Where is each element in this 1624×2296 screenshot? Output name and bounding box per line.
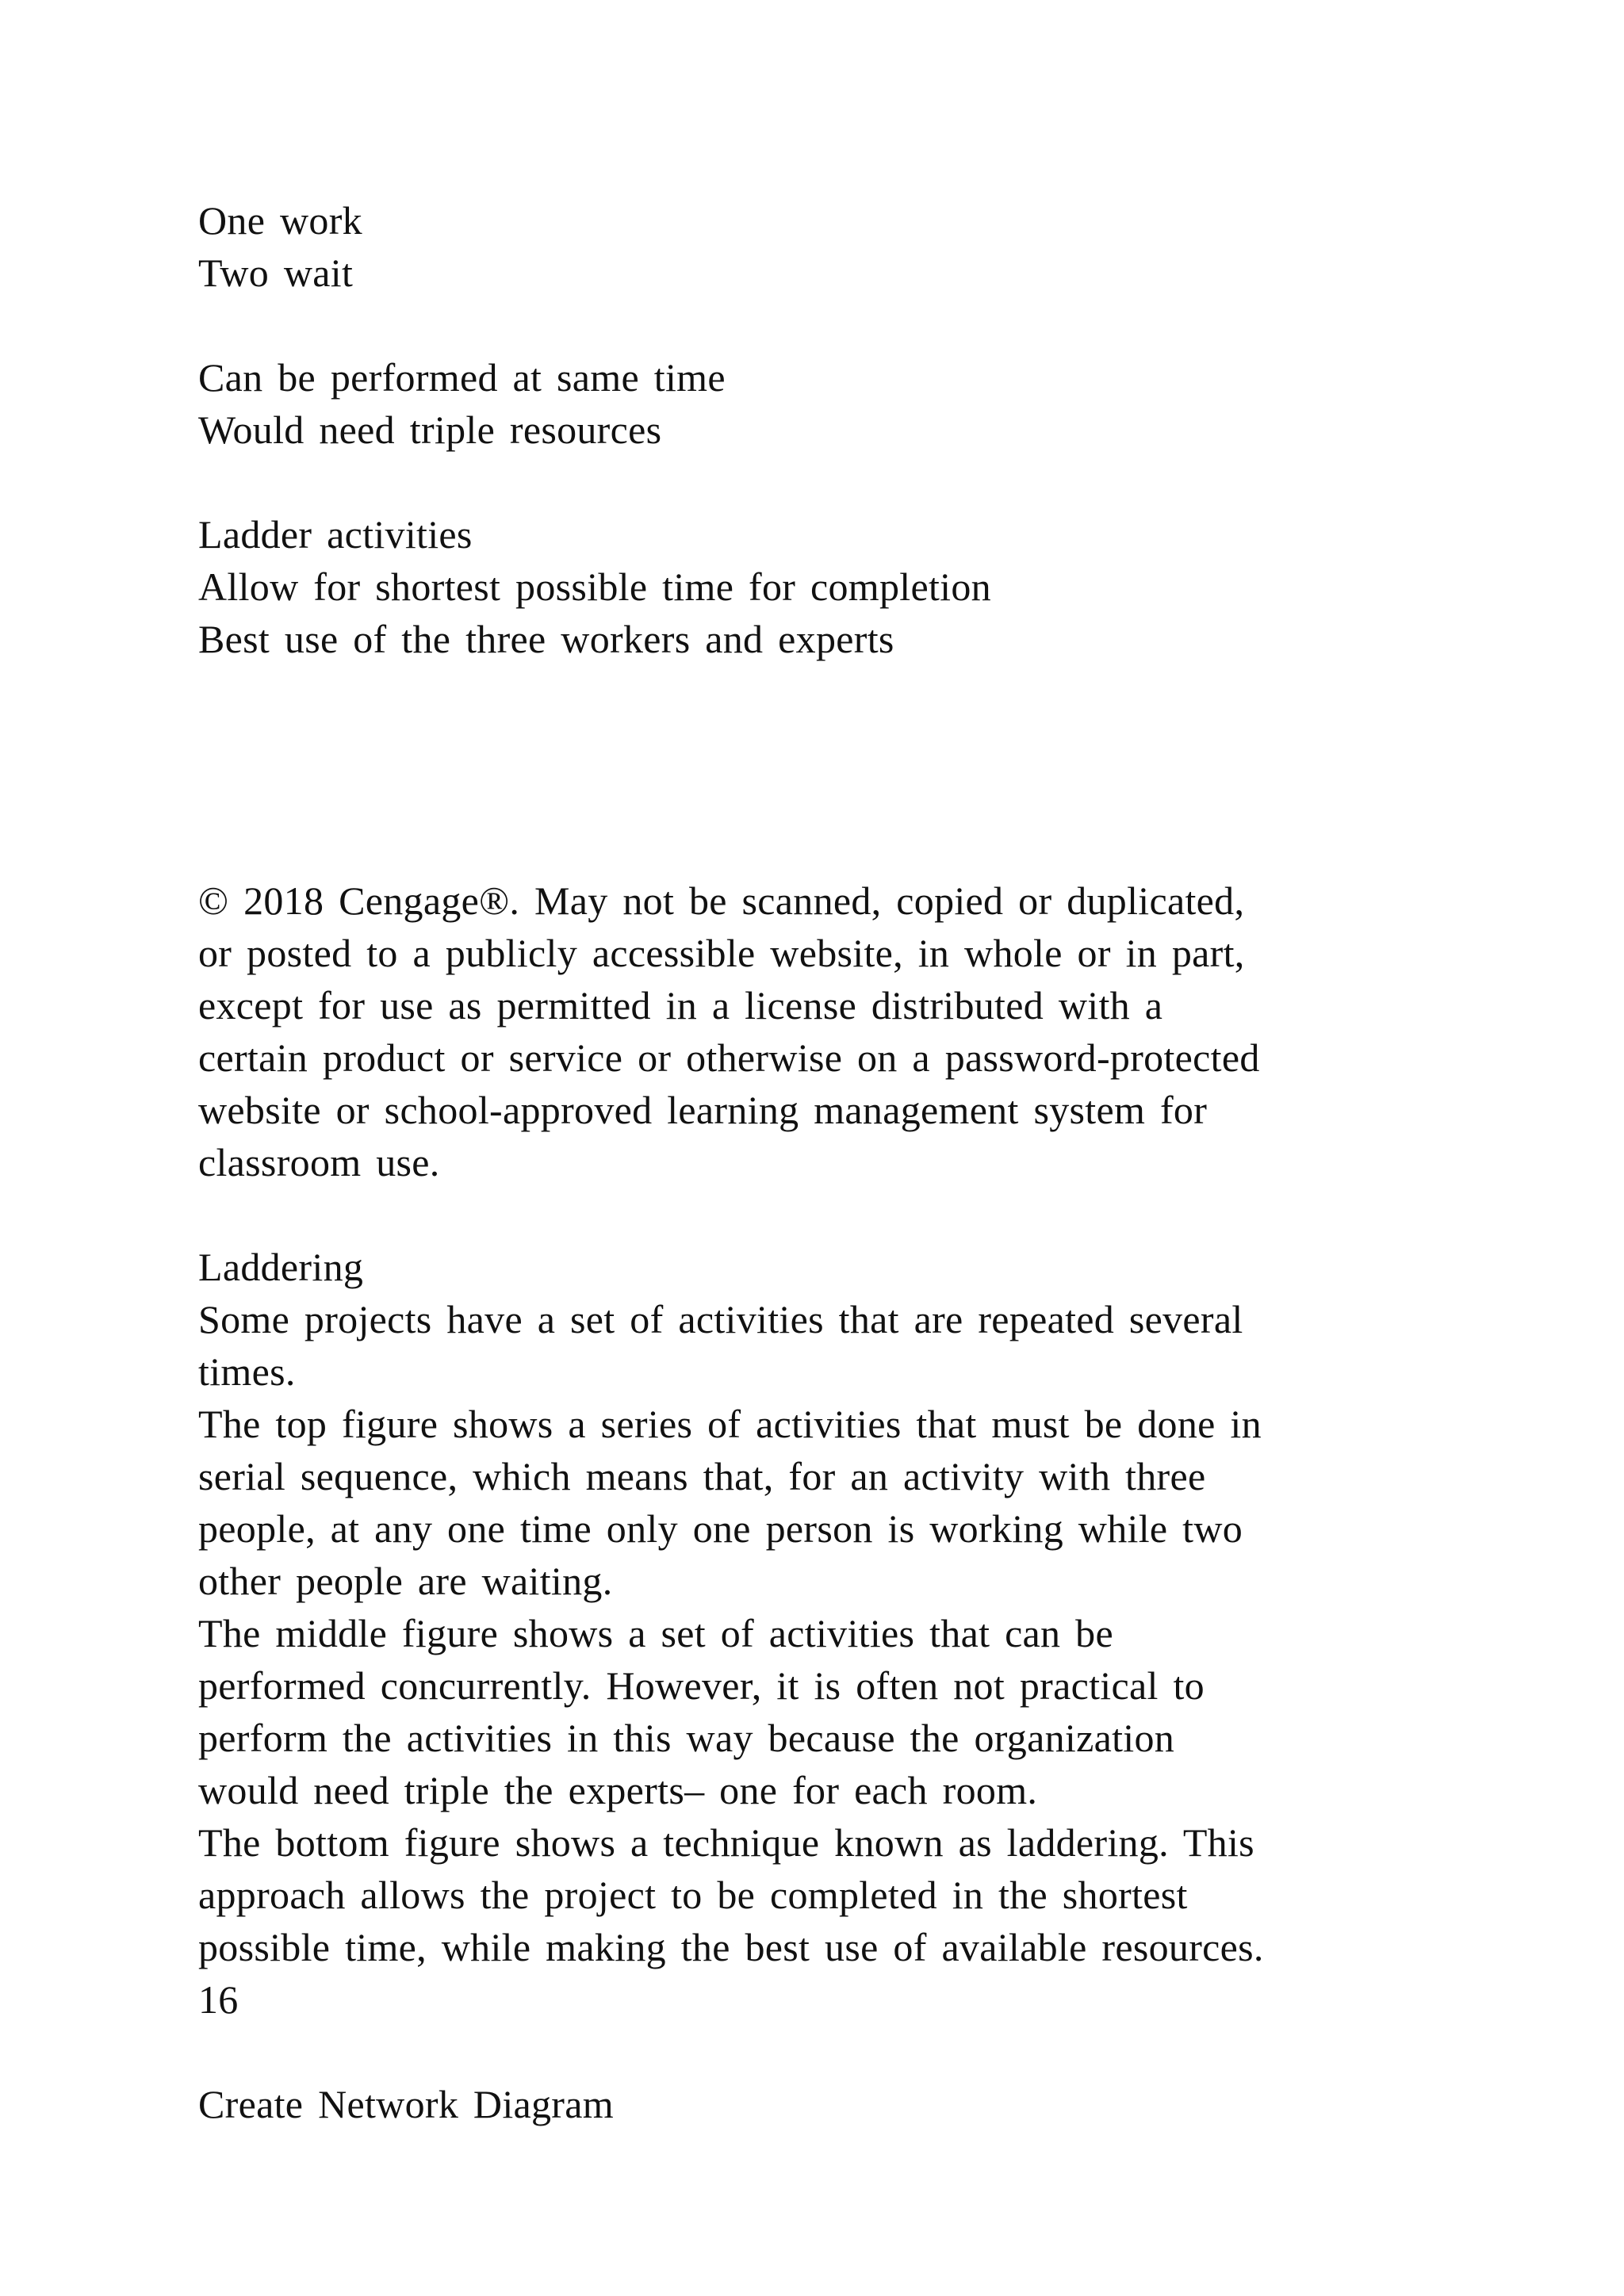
slide-heading: Ladder activities — [198, 512, 473, 557]
text-line: Best use of the three workers and experts — [198, 617, 894, 661]
copyright-line: © 2018 Cengage®. May not be scanned, copied or duplicated, — [198, 878, 1245, 923]
text-line: One work — [198, 198, 362, 243]
notes-line: The bottom figure shows a technique known as laddering. This — [198, 1820, 1254, 1865]
notes-line: perform the activities in this way because the organization — [198, 1716, 1175, 1760]
notes-line: people, at any one time only one person is working while two — [198, 1506, 1243, 1551]
text-line: Allow for shortest possible time for completion — [198, 564, 991, 609]
notes-line: other people are waiting. — [198, 1559, 613, 1603]
notes-line: The top figure shows a series of activities that must be done in — [198, 1402, 1262, 1446]
slide-heading: Create Network Diagram — [198, 2082, 614, 2126]
copyright-line: certain product or service or otherwise on a password-protected — [198, 1035, 1260, 1080]
copyright-line: or posted to a publicly accessible website, in whole or in part, — [198, 931, 1245, 975]
notes-line: possible time, while making the best use of available resources. — [198, 1925, 1264, 1969]
notes-line: would need triple the experts– one for each room. — [198, 1768, 1038, 1812]
copyright-line: website or school-approved learning management system for — [198, 1088, 1208, 1132]
notes-line: performed concurrently. However, it is often not practical to — [198, 1663, 1205, 1708]
notes-line: serial sequence, which means that, for an activity with three — [198, 1454, 1206, 1498]
slide-number: 16 — [198, 1977, 239, 2022]
document-page — [198, 194, 1467, 2130]
notes-line: approach allows the project to be completed in the shortest — [198, 1873, 1188, 1917]
slide-heading: Laddering — [198, 1245, 364, 1289]
notes-line: The middle figure shows a set of activities that can be — [198, 1611, 1113, 1655]
text-line: Can be performed at same time — [198, 355, 726, 400]
copyright-line: classroom use. — [198, 1140, 440, 1184]
notes-line: Some projects have a set of activities that are repeated several — [198, 1297, 1243, 1341]
text-line: Two wait — [198, 251, 354, 295]
copyright-line: except for use as permitted in a license distributed with a — [198, 983, 1163, 1027]
notes-line: times. — [198, 1349, 296, 1394]
text-line: Would need triple resources — [198, 408, 662, 452]
